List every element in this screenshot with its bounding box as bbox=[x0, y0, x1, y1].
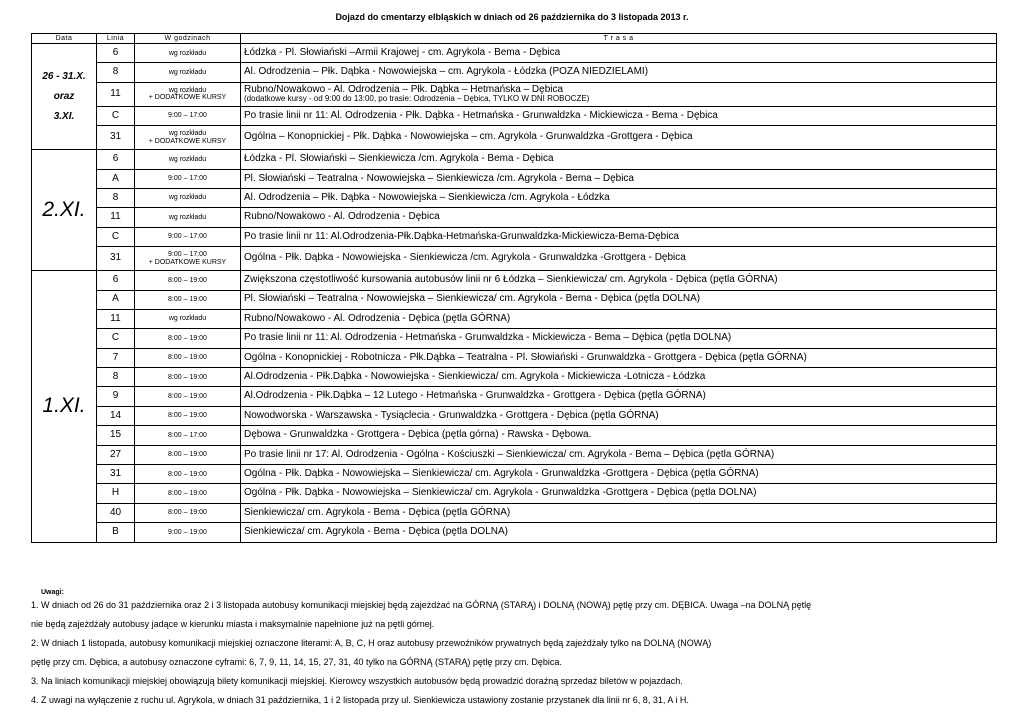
hours-cell bbox=[135, 227, 241, 246]
route-text: Po trasie linii nr 11: Al. Odrodzenia - Płk. Dąbka - Hetmańska - Grunwaldzka - Mickiewicza - Bema - Dębica bbox=[244, 109, 718, 121]
route-cell bbox=[241, 82, 997, 106]
route-cell bbox=[241, 247, 997, 271]
route-cell bbox=[241, 44, 997, 63]
hours-text: 8:00 – 19:00 bbox=[168, 276, 207, 284]
route-cell bbox=[241, 348, 997, 367]
note-line: nie będą zajeżdżały autobusy jadące w kierunku miasta i maksymalnie napełnione już na pętli górnej. bbox=[31, 619, 435, 629]
table-row bbox=[32, 169, 997, 188]
table-row bbox=[32, 271, 997, 290]
note-line: 2. W dniach 1 listopada, autobusy komunikacji miejskiej oznaczone literami: A, B, C, H oraz autobusy przewoźników prywatnych będą zajeżdżały tylko na DOLNĄ (NOWĄ) bbox=[31, 638, 712, 648]
route-cell bbox=[241, 106, 997, 125]
hours-cell bbox=[135, 484, 241, 503]
route-cell bbox=[241, 368, 997, 387]
route-cell bbox=[241, 150, 997, 169]
hours-text: 8:00 – 19:00 bbox=[168, 509, 207, 517]
table-row bbox=[32, 150, 997, 169]
hours-cell bbox=[135, 348, 241, 367]
header-route: T r a s a bbox=[241, 34, 997, 44]
hours-extra-text: + DODATKOWE KURSY bbox=[148, 94, 227, 102]
date-text: oraz bbox=[53, 90, 75, 102]
route-text: Rubno/Nowakowo - Al. Odrodzenia – Płk. Dąbka – Hetmańska – Dębica bbox=[244, 83, 564, 95]
hours-cell bbox=[135, 126, 241, 150]
table-header-row bbox=[32, 34, 997, 44]
hours-text: 8:00 – 19:00 bbox=[168, 489, 207, 497]
date-text: 26 - 31.X. bbox=[42, 70, 86, 82]
table-row bbox=[32, 484, 997, 503]
hours-text: wg rozkładu bbox=[168, 213, 207, 221]
hours-text: 8:00 – 19:00 bbox=[168, 470, 207, 478]
route-cell bbox=[241, 406, 997, 425]
hours-text: 8:00 – 19:00 bbox=[168, 392, 207, 400]
route-cell bbox=[241, 290, 997, 309]
route-cell bbox=[241, 387, 997, 406]
route-text: Ogólna - Płk. Dąbka - Nowowiejska - Sienkiewicza /cm. Agrykola - Grunwaldzka -Grottgera - Dębica bbox=[244, 252, 686, 264]
header-line: Linia bbox=[97, 34, 135, 44]
line-number: B bbox=[97, 523, 135, 542]
route-cell bbox=[241, 465, 997, 484]
hours-cell bbox=[135, 445, 241, 464]
hours-text: 8:00 – 17:00 bbox=[168, 431, 207, 439]
line-number: C bbox=[97, 106, 135, 125]
route-text: Po trasie linii nr 17: Al. Odrodzenia - Ogólna - Kościuszki – Sienkiewicza/ cm. Agrykola - Bema – Dębica (pętla GÓRNA) bbox=[244, 448, 775, 460]
hours-cell bbox=[135, 169, 241, 188]
route-cell bbox=[241, 126, 997, 150]
line-number: 27 bbox=[97, 445, 135, 464]
table-row bbox=[32, 188, 997, 207]
table-row bbox=[32, 387, 997, 406]
table-row bbox=[32, 106, 997, 125]
table-row bbox=[32, 309, 997, 328]
route-text: Po trasie linii nr 11: Al. Odrodzenia - Hetmańska - Grunwaldzka - Mickiewicza - Bema – Dębica (pętla DOLNA) bbox=[244, 332, 732, 344]
hours-cell bbox=[135, 309, 241, 328]
table-row bbox=[32, 523, 997, 542]
hours-text: wg rozkładu bbox=[168, 49, 207, 57]
line-number: 9 bbox=[97, 387, 135, 406]
hours-cell bbox=[135, 150, 241, 169]
line-number: 8 bbox=[97, 188, 135, 207]
hours-text: 9:00 – 17:00 bbox=[168, 233, 207, 241]
hours-text: 8:00 – 19:00 bbox=[168, 354, 207, 362]
route-text: Dębowa - Grunwaldzka - Grottgera - Dębica (pętla górna) - Rawska - Dębowa. bbox=[244, 429, 592, 441]
line-number: 40 bbox=[97, 503, 135, 522]
hours-text: 9:00 – 19:00 bbox=[168, 528, 207, 536]
hours-cell bbox=[135, 406, 241, 425]
header-hours: W godzinach bbox=[135, 34, 241, 44]
hours-cell bbox=[135, 188, 241, 207]
hours-text: 9:00 – 17:00 bbox=[168, 251, 207, 259]
line-number: 15 bbox=[97, 426, 135, 445]
hours-cell bbox=[135, 44, 241, 63]
note-line: 4. Z uwagi na wyłączenie z ruchu ul. Agrykola, w dniach 31 października, 1 i 2 listopada przy ul. Sienkiewicza ustawiony zostanie przystanek dla linii nr 6, 8, 31, A i H. bbox=[31, 695, 689, 705]
line-number: 6 bbox=[97, 44, 135, 63]
hours-cell bbox=[135, 503, 241, 522]
table-row bbox=[32, 348, 997, 367]
route-text: Ogólna - Płk. Dąbka - Nowowiejska – Sienkiewicza/ cm. Agrykola - Grunwaldzka -Grottgera - Dębica (pętla DOLNA) bbox=[244, 487, 757, 499]
route-text: Sienkiewicza/ cm. Agrykola - Bema - Dębica (pętla GÓRNA) bbox=[244, 506, 511, 518]
route-cell bbox=[241, 484, 997, 503]
line-number: 11 bbox=[97, 309, 135, 328]
table-row bbox=[32, 368, 997, 387]
route-text: Al.Odrodzenia - Płk.Dąbka – 12 Lutego - Hetmańska - Grunwaldzka - Grottgera - Dębica (pętla GÓRNA) bbox=[244, 390, 706, 402]
table-row bbox=[32, 208, 997, 227]
hours-cell bbox=[135, 63, 241, 82]
route-cell bbox=[241, 523, 997, 542]
note-line: 1. W dniach od 26 do 31 października oraz 2 i 3 listopada autobusy komunikacji miejskiej będą zajeżdżać na GÓRNĄ (STARĄ) i DOLNĄ (NOWĄ) pętlę przy cm. DĘBICA. Uwaga –na DOLNĄ pętlę bbox=[31, 600, 812, 610]
hours-text: wg rozkładu bbox=[168, 155, 207, 163]
date-text: 2.XI. bbox=[42, 198, 86, 222]
route-note-text: (dodatkowe kursy - od 9:00 do 13:00, po trasie: Odrodzenia – Dębica, TYLKO W DNI ROBOCZE) bbox=[244, 94, 590, 104]
route-text: Łódzka - Pl. Słowiański –Armii Krajowej - cm. Agrykola - Bema - Dębica bbox=[244, 46, 561, 58]
route-cell bbox=[241, 271, 997, 290]
route-text: Ogólna - Płk. Dąbka - Nowowiejska – Sienkiewicza/ cm. Agrykola - Grunwaldzka -Grottgera - Dębica (pętla GÓRNA) bbox=[244, 467, 759, 479]
line-number: 11 bbox=[97, 82, 135, 106]
hours-text: 8:00 – 19:00 bbox=[168, 296, 207, 304]
route-text: Zwiększona częstotliwość kursowania autobusów linii nr 6 Łódzka – Sienkiewicza/ cm. Agrykola - Dębica (pętla GÓRNA) bbox=[244, 274, 778, 286]
note-line: pętlę przy cm. Dębica, a autobusy oznaczone cyframi: 6, 7, 9, 11, 14, 15, 27, 31, 40 tylko na GÓRNĄ (STARĄ) pętlę przy cm. Dębica. bbox=[31, 657, 562, 667]
route-cell bbox=[241, 309, 997, 328]
table-row bbox=[32, 465, 997, 484]
hours-text: wg rozkładu bbox=[168, 130, 207, 138]
route-text: Łódzka - Pl. Słowiański – Sienkiewicza /cm. Agrykola - Bema - Dębica bbox=[244, 153, 554, 165]
hours-cell bbox=[135, 82, 241, 106]
date-cell bbox=[32, 271, 97, 542]
hours-cell bbox=[135, 271, 241, 290]
route-text: Ogólna – Konopnickiej - Płk. Dąbka - Nowowiejska – cm. Agrykola - Grunwaldzka -Grottgera - Dębica bbox=[244, 131, 693, 143]
date-text: 1.XI. bbox=[42, 394, 86, 418]
table-row bbox=[32, 82, 997, 106]
hours-cell bbox=[135, 368, 241, 387]
route-cell bbox=[241, 63, 997, 82]
line-number: A bbox=[97, 290, 135, 309]
hours-text: 8:00 – 19:00 bbox=[168, 373, 207, 381]
table-row bbox=[32, 503, 997, 522]
table-row bbox=[32, 406, 997, 425]
table-row bbox=[32, 44, 997, 63]
hours-text: 9:00 – 17:00 bbox=[168, 175, 207, 183]
notes-section bbox=[31, 589, 997, 710]
route-text: Nowodworska - Warszawska - Tysiąclecia - Grunwaldzka - Grottgera - Dębica (pętla GÓRNA) bbox=[244, 409, 659, 421]
route-cell bbox=[241, 503, 997, 522]
route-text: Pl. Słowiański – Teatralna - Nowowiejska – Sienkiewicza /cm. Agrykola - Bema – Dębica bbox=[244, 172, 634, 184]
table-row bbox=[32, 426, 997, 445]
line-number: 7 bbox=[97, 348, 135, 367]
line-number: 31 bbox=[97, 247, 135, 271]
table-row bbox=[32, 247, 997, 271]
hours-cell bbox=[135, 426, 241, 445]
header-date: Data bbox=[32, 34, 97, 44]
line-number: 8 bbox=[97, 63, 135, 82]
hours-cell bbox=[135, 106, 241, 125]
table-row bbox=[32, 445, 997, 464]
table-row bbox=[32, 63, 997, 82]
table-row bbox=[32, 227, 997, 246]
route-text: Rubno/Nowakowo - Al. Odrodzenia - Dębica (pętla GÓRNA) bbox=[244, 312, 511, 324]
table-row bbox=[32, 329, 997, 348]
hours-cell bbox=[135, 247, 241, 271]
route-text: Al.Odrodzenia - Płk.Dąbka - Nowowiejska - Sienkiewicza/ cm. Agrykola - Mickiewicza -Lotnicza - Łódzka bbox=[244, 371, 706, 383]
hours-text: wg rozkładu bbox=[168, 68, 207, 76]
route-cell bbox=[241, 227, 997, 246]
hours-text: 8:00 – 19:00 bbox=[168, 334, 207, 342]
date-cell bbox=[32, 44, 97, 150]
route-text: Pl. Słowiański – Teatralna - Nowowiejska – Sienkiewicza/ cm. Agrykola - Bema - Dębica (pętla DOLNA) bbox=[244, 293, 701, 305]
line-number: 11 bbox=[97, 208, 135, 227]
hours-text: wg rozkładu bbox=[168, 194, 207, 202]
line-number: 31 bbox=[97, 465, 135, 484]
table-row bbox=[32, 290, 997, 309]
route-text: Sienkiewicza/ cm. Agrykola - Bema - Dębica (pętla DOLNA) bbox=[244, 526, 508, 538]
route-text: Rubno/Nowakowo - Al. Odrodzenia - Dębica bbox=[244, 211, 440, 223]
hours-extra-text: + DODATKOWE KURSY bbox=[148, 258, 227, 266]
hours-text: 8:00 – 19:00 bbox=[168, 451, 207, 459]
route-text: Al. Odrodzenia – Płk. Dąbka - Nowowiejska – cm. Agrykola - Łódzka (POZA NIEDZIELAMI) bbox=[244, 66, 649, 78]
route-cell bbox=[241, 169, 997, 188]
notes-label: Uwagi: bbox=[41, 589, 64, 596]
line-number: 8 bbox=[97, 368, 135, 387]
line-number: H bbox=[97, 484, 135, 503]
route-cell bbox=[241, 188, 997, 207]
table-row bbox=[32, 126, 997, 150]
hours-cell bbox=[135, 465, 241, 484]
hours-cell bbox=[135, 208, 241, 227]
route-text: Po trasie linii nr 11: Al.Odrodzenia-Płk.Dąbka-Hetmańska-Grunwaldzka-Mickiewicza-Bema-Dębica bbox=[244, 230, 679, 242]
line-number: C bbox=[97, 329, 135, 348]
route-text: Ogólna - Konopnickiej - Robotnicza - Płk.Dąbka – Teatralna - Pl. Słowiański - Grunwaldzka - Grottgera - Dębica (pętla GÓRNA) bbox=[244, 351, 807, 363]
date-text: 3.XI. bbox=[53, 110, 75, 122]
line-number: 14 bbox=[97, 406, 135, 425]
route-cell bbox=[241, 426, 997, 445]
line-number: 6 bbox=[97, 271, 135, 290]
hours-text: 8:00 – 19:00 bbox=[168, 412, 207, 420]
route-text: Al. Odrodzenia – Płk. Dąbka - Nowowiejska – Sienkiewicza /cm. Agrykola - Łódzka bbox=[244, 191, 610, 203]
hours-cell bbox=[135, 290, 241, 309]
schedule-table bbox=[31, 33, 997, 543]
hours-cell bbox=[135, 523, 241, 542]
route-cell bbox=[241, 445, 997, 464]
line-number: 6 bbox=[97, 150, 135, 169]
route-cell bbox=[241, 208, 997, 227]
hours-cell bbox=[135, 387, 241, 406]
hours-text: 9:00 – 17:00 bbox=[168, 112, 207, 120]
date-cell bbox=[32, 150, 97, 271]
route-cell bbox=[241, 329, 997, 348]
page-title: Dojazd do cmentarzy elbląskich w dniach od 26 października do 3 listopada 2013 r. bbox=[335, 12, 689, 22]
hours-cell bbox=[135, 329, 241, 348]
hours-extra-text: + DODATKOWE KURSY bbox=[148, 137, 227, 145]
line-number: 31 bbox=[97, 126, 135, 150]
hours-text: wg rozkładu bbox=[168, 315, 207, 323]
hours-text: wg rozkładu bbox=[168, 86, 207, 94]
line-number: C bbox=[97, 227, 135, 246]
line-number: A bbox=[97, 169, 135, 188]
note-line: 3. Na liniach komunikacji miejskiej obowiązują bilety komunikacji miejskiej. Kierowcy wszystkich autobusów będą prowadzić doraźną sprzedaż biletów w pojazdach. bbox=[31, 676, 683, 686]
